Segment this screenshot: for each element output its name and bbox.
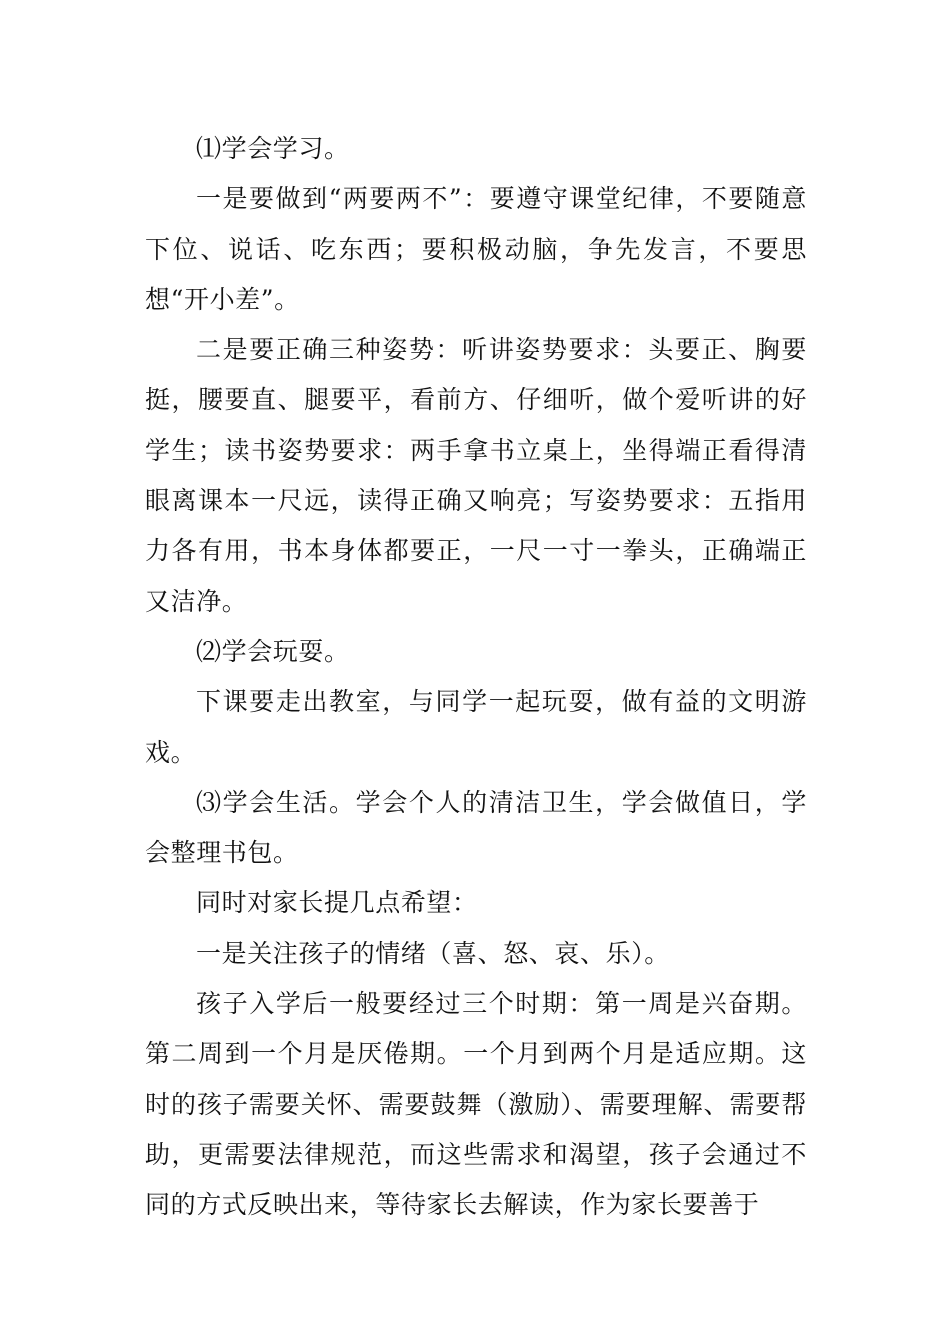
paragraph-parent-hopes: 同时对家长提几点希望： (196, 888, 478, 918)
document-body (145, 124, 807, 1231)
paragraph-heading-learn-life: ⑶学会生活。学会个人的清洁卫生，学会做值日，学会整理书包。 (145, 787, 807, 868)
paragraph-two-musts-two-donts: 一是要做到“两要两不”：要遵守课堂纪律，不要随意下位、说话、吃东西；要积极动脑，争先发言，不要思想“开小差”。 (145, 184, 807, 314)
paragraph-three-periods: 孩子入学后一般要经过三个时期：第一周是兴奋期。第二周到一个月是厌倦期。一个月到两个月是适应期。这时的孩子需要关怀、需要鼓舞（激励）、需要理解、需要帮助，更需要法律规范，而这些需求和渴望，孩子会通过不同的方式反映出来，等待家长去解读，作为家长要善于 (145, 989, 807, 1220)
paragraph-heading-learn-play: ⑵学会玩耍。 (196, 636, 350, 666)
paragraph-child-emotions: 一是关注孩子的情绪（喜、怒、哀、乐）。 (196, 938, 670, 968)
paragraph-three-postures: 二是要正确三种姿势：听讲姿势要求：头要正、胸要挺，腰要直、腿要平，看前方、仔细听，做个爱听讲的好学生；读书姿势要求：两手拿书立桌上，坐得端正看得清眼离课本一尺远，读得正确又响亮；写姿势要求：五指用力各有用，书本身体都要正，一尺一寸一拳头，正确端正又洁净。 (145, 335, 807, 616)
paragraph-recess: 下课要走出教室，与同学一起玩耍，做有益的文明游戏。 (145, 687, 807, 767)
paragraph-heading-learn-study: ⑴学会学习。 (196, 134, 350, 163)
